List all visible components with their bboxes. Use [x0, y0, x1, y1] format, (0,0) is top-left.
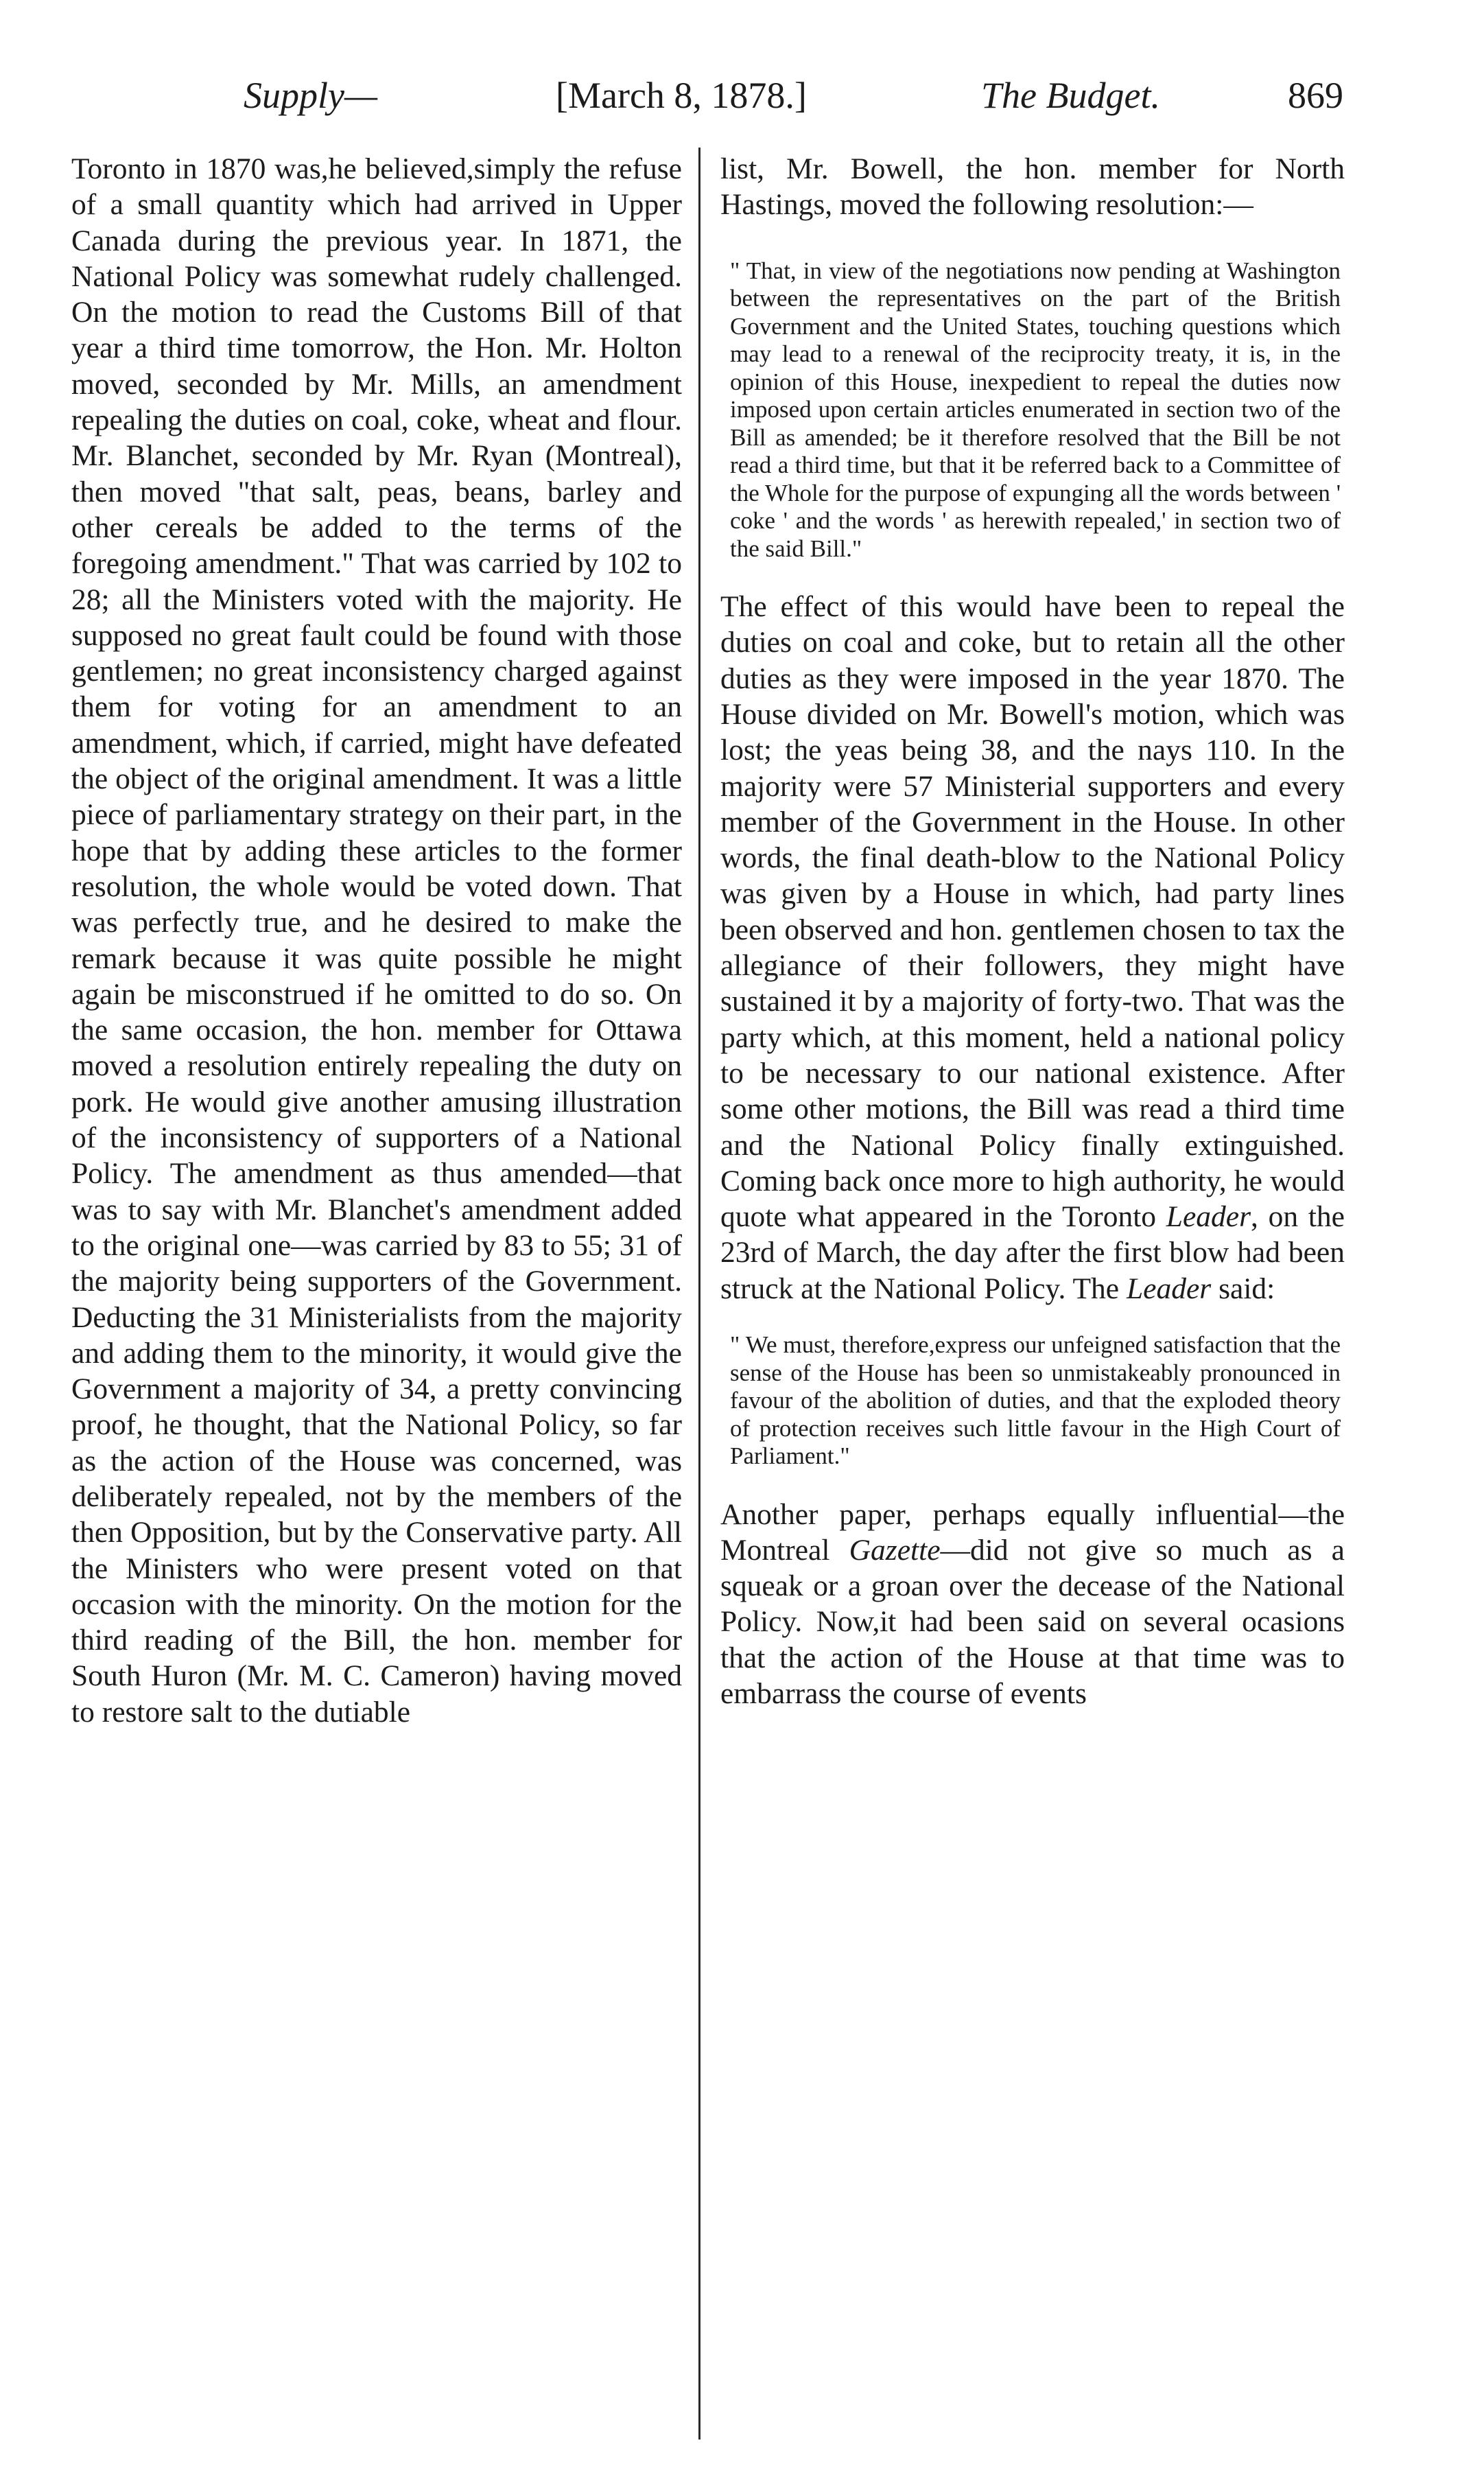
header-topic: The Budget.	[981, 75, 1160, 116]
paragraph-3-text-a: Another paper, perhaps equally influential—the Montreal	[720, 1497, 1345, 1567]
leader-title-2: Leader	[1126, 1272, 1212, 1305]
right-column	[720, 151, 1345, 1711]
paragraph-3-text-b: —did not give so much as a squeak or a groan over the decease of the National Policy. Now,it had been said on several ocasions that the action of the House at that time was to embarrass the course of events	[720, 1533, 1345, 1711]
header-date: [March 8, 1878.]	[556, 75, 807, 116]
right-paragraph-3	[720, 1497, 1345, 1712]
paragraph-2-text-a: The effect of this would have been to repeal the duties on coal and coke, but to retain all the other duties as they were imposed in the year 1870. The House divided on Mr. Bowell's motion, which was lost; the yeas being 38, and the nays 110. In the majority were 57 Ministerial supporters and every member of the Government in the House. In other words, the final death-blow to the National Policy was given by a House in which, had party lines been observed and hon. gentlemen chosen to tax the allegiance of their followers, they might have sustained it by a majority of forty-two. That was the party which, at this moment, held a national policy to be necessary to our national existence. After some other motions, the Bill was read a third time and the National Policy finally extinguished. Coming back once more to high authority, he would quote what appeared in the Toronto	[720, 590, 1345, 1234]
column-divider	[698, 148, 700, 2440]
left-column	[71, 151, 682, 1730]
leader-title-1: Leader	[1166, 1200, 1251, 1234]
leader-quote: " We must, therefore,express our unfeigned satisfaction that the sense of the House has been so unmistakeably pronounced in favour of the abolition of duties, and that the exploded theory of protection receives such little favour in the High Court of Parliament."	[730, 1331, 1341, 1470]
left-column-paragraph: Toronto in 1870 was,he believed,simply the refuse of a small quantity which had arrived in Upper Canada during the previous year. In 1871, the National Policy was somewhat rudely challenged. On the motion to read the Customs Bill of that year a third time tomorrow, the Hon. Mr. Holton moved, seconded by Mr. Mills, an amendment repealing the duties on coal, coke, wheat and flour. Mr. Blanchet, seconded by Mr. Ryan (Montreal), then moved "that salt, peas, beans, barley and other cereals be added to the terms of the foregoing amendment." That was carried by 102 to 28; all the Ministers voted with the majority. He supposed no great fault could be found with those gentlemen; no great inconsistency charged against them for voting for an amendment to an amendment, which, if carried, might have defeated the object of the original amendment. It was a little piece of parliamentary strategy on their part, in the hope that by adding these articles to the former resolution, the whole would be voted down. That was perfectly true, and he desired to make the remark because it was quite possible he might again be misconstrued if he omitted to do so. On the same occasion, the hon. member for Ottawa moved a resolution entirely repealing the duty on pork. He would give another amusing illustration of the inconsistency of supporters of a National Policy. The amendment as thus amended—that was to say with Mr. Blanchet's amendment added to the original one—was carried by 83 to 55; 31 of the majority being supporters of the Government. Deducting the 31 Ministerialists from the majority and adding them to the minority, it would give the Government a majority of 34, a pretty convincing proof, he thought, that the National Policy, so far as the action of the House was concerned, was deliberately repealed, not by the members of the then Opposition, but by the Conservative party. All the Ministers who were present voted on that occasion with the minority. On the motion for the third reading of the Bill, the hon. member for South Huron (Mr. M. C. Cameron) having moved to restore salt to the dutiable	[71, 152, 682, 1729]
paragraph-2-text-c: said:	[1211, 1272, 1275, 1305]
gazette-title: Gazette	[849, 1533, 941, 1567]
right-paragraph-2	[720, 589, 1345, 1307]
resolution-quote: " That, in view of the negotiations now pending at Washington between the representatives on the part of the British Government and the United States, touching questions which may lead to a renewal of the reciprocity treaty, it is, in the opinion of this House, inexpedient to repeal the duties now imposed upon certain articles enumerated in section two of the Bill as amended; be it therefore resolved that the Bill be not read a third time, but that it be referred back to a Committee of the Whole for the purpose of expunging all the words between ' coke ' and the words ' as herewith repealed,' in section two of the said Bill."	[730, 257, 1341, 562]
paragraph-2-text-b: , on the 23rd of March, the day after the first blow had been struck at the National Policy. The	[720, 1200, 1345, 1305]
page-number: 869	[1288, 75, 1343, 116]
right-paragraph-1: list, Mr. Bowell, the hon. member for North Hastings, moved the following resolution:—	[720, 152, 1345, 222]
running-header	[244, 74, 1343, 129]
header-section-title: Supply—	[244, 75, 377, 116]
